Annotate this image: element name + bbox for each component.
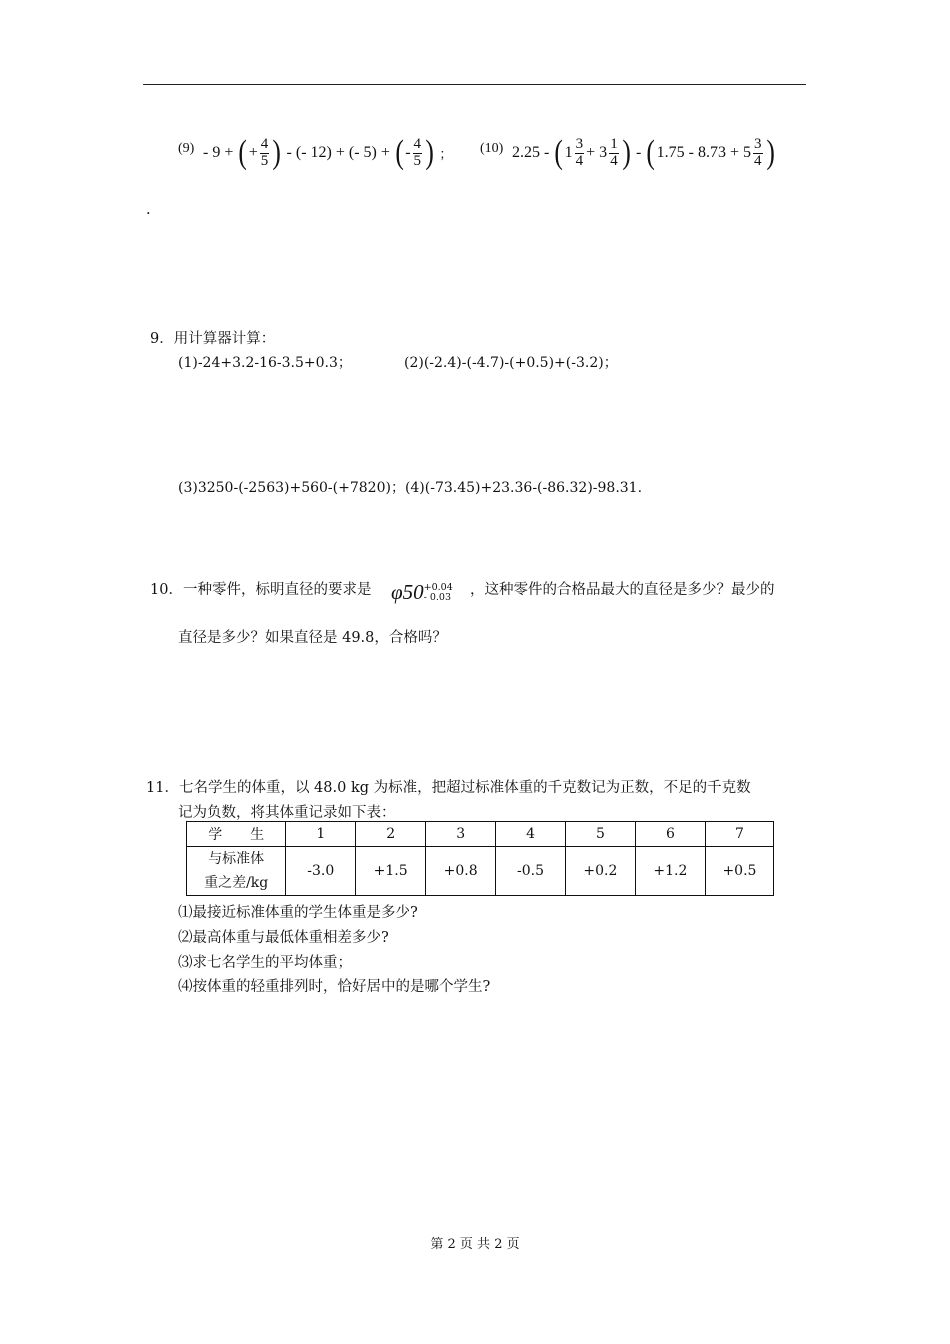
expr10-inner: 1.75 - 8.73 + 5	[656, 144, 752, 161]
mixed-whole: 1	[564, 144, 573, 161]
numerator: 4	[260, 135, 269, 152]
expr9-f1-sign: +	[248, 144, 258, 161]
header-student: 学 生	[187, 822, 286, 847]
fraction	[753, 137, 763, 170]
student-number: 7	[705, 822, 773, 847]
label-9: (9)	[178, 141, 195, 156]
denominator: 4	[610, 152, 618, 169]
expression-9	[203, 136, 452, 188]
header-difference	[187, 847, 286, 896]
paren-close: )	[425, 134, 434, 171]
q9-title: 9．用计算器计算：	[150, 331, 276, 347]
tolerance-upper: +0.04	[423, 581, 453, 593]
denominator: 5	[260, 152, 269, 169]
weight-difference: -3.0	[286, 847, 356, 896]
fraction	[413, 137, 423, 170]
q10-tolerance	[391, 580, 453, 605]
numerator: 1	[610, 135, 618, 152]
fraction	[609, 137, 619, 170]
student-number: 5	[565, 822, 635, 847]
student-number: 2	[356, 822, 426, 847]
q11-line-2: 记为负数，将其体重记录如下表：	[178, 805, 396, 821]
tolerance-stack	[424, 583, 453, 603]
student-number: 6	[635, 822, 705, 847]
table-row	[187, 847, 774, 896]
q11-sub-4: ⑷按体重的轻重排列时，恰好居中的是哪个学生?	[178, 979, 491, 995]
expr10-part-a: 2.25 -	[512, 144, 550, 161]
table-row	[187, 822, 774, 847]
paren-open: (	[554, 134, 564, 171]
expr9-part-b: - (- 12) + (- 5) +	[286, 144, 390, 161]
student-number: 4	[496, 822, 566, 847]
phi-diameter: φ50	[391, 580, 424, 604]
student-number: 1	[286, 822, 356, 847]
header-difference-line1: 与标准体	[208, 851, 265, 867]
weight-table	[186, 821, 774, 896]
q11-sub-3: ⑶求七名学生的平均体重；	[178, 955, 352, 971]
expr9-f2-sign: -	[405, 144, 411, 161]
weight-difference: +0.8	[426, 847, 496, 896]
student-number: 3	[426, 822, 496, 847]
paren-close: )	[622, 134, 631, 171]
weight-difference: +1.2	[635, 847, 705, 896]
stray-dot: .	[146, 202, 151, 218]
expr9-end: ；	[439, 146, 453, 162]
paren-open: (	[238, 134, 248, 171]
numerator: 3	[575, 135, 584, 152]
expr10-plus: + 3	[586, 144, 608, 161]
expression-10	[512, 136, 776, 188]
paren-close: )	[765, 134, 775, 171]
q10-text-pre: 10．一种零件，标明直径的要求是	[150, 582, 372, 598]
label-10: (10)	[480, 141, 504, 156]
weight-difference: -0.5	[496, 847, 566, 896]
expr9-part-a: - 9 +	[203, 144, 234, 161]
expr10-minus: -	[636, 144, 642, 161]
paren-open: (	[646, 134, 656, 171]
q11-sub-2: ⑵最高体重与最低体重相差多少?	[178, 930, 389, 946]
weight-difference: +0.5	[705, 847, 773, 896]
denominator: 4	[575, 152, 584, 169]
q9-part-1: (1)-24+3.2-16-3.5+0.3；	[178, 355, 352, 371]
fraction	[575, 137, 585, 170]
numerator: 4	[413, 135, 422, 152]
q11-line-1: 11．七名学生的体重，以 48.0 kg 为标准，把超过标准体重的千克数记为正数，不足的千克数	[146, 780, 751, 796]
tolerance-lower: - 0.03	[423, 591, 452, 603]
page-footer: 第 2 页 共 2 页	[430, 1237, 520, 1252]
q9-part-3-4: (3)3250-(-2563)+560-(+7820)；(4)(-73.45)+23.36-(-86.32)-98.31.	[178, 480, 643, 496]
q11-sub-1: ⑴最接近标准体重的学生体重是多少?	[178, 905, 418, 921]
top-rule	[143, 84, 806, 85]
denominator: 4	[754, 152, 762, 169]
q10-line-2: 直径是多少？如果直径是 49.8，合格吗？	[178, 630, 447, 646]
q10-text-post: ，这种零件的合格品最大的直径是多少？最少的	[470, 582, 775, 598]
header-difference-line2: 重之差/kg	[204, 875, 269, 891]
weight-difference: +1.5	[356, 847, 426, 896]
denominator: 5	[413, 152, 422, 169]
weight-difference: +0.2	[565, 847, 635, 896]
paren-close: )	[272, 134, 282, 171]
q9-part-2: (2)(-2.4)-(-4.7)-(+0.5)+(-3.2)；	[404, 355, 618, 371]
numerator: 3	[754, 135, 762, 152]
fraction	[260, 137, 270, 170]
paren-open: (	[395, 134, 404, 171]
